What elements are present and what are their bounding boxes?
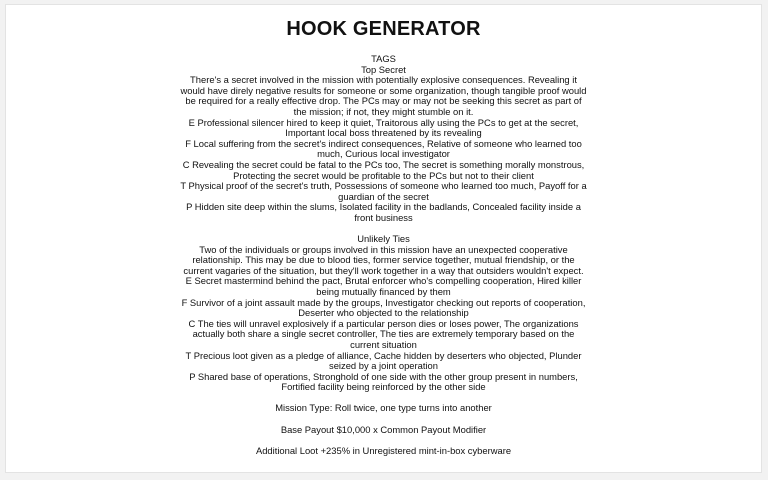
tag-enemies: E Professional silencer hired to keep it quiet, Traitorous ally using the PCs to get at the secret, Important local boss threatened by its revealing [188, 116, 579, 139]
tag-complications: C The ties will unravel explosively if a particular person dies or loses power, The organizations actually both share a single secret controller, The ties are extremely temporary based on the current situation [188, 317, 579, 350]
mission-type: Mission Type: Roll twice, one type turns into another [275, 402, 492, 414]
tag-things: T Precious loot given as a pledge of alliance, Cache hidden by deserters who objected, Plunder seized by a joint operation [185, 349, 582, 372]
hook-content [179, 54, 589, 456]
tag-description: Two of the individuals or groups involved in this mission have an unexpected cooperative relationship. This may be due to blood ties, former service together, mutual friendship, or the current vagaries of the situation, but they'll work together in a way that outsiders wouldn't expect. [183, 243, 584, 276]
additional-loot: Additional Loot +235% in Unregistered mint-in-box cyberware [255, 444, 512, 456]
hook-generator-page [5, 4, 762, 473]
page-title: HOOK GENERATOR [286, 18, 481, 40]
tag-places: P Shared base of operations, Stronghold of one side with the other group present in numbers, Fortified facility being reinforced by the other side [189, 370, 578, 393]
tag-description: There's a secret involved in the mission with potentially explosive consequences. Revealing it would have direly negative results for someone or some organization, though tangible proof would be required for a really effective drop. The PCs may or may not be seeking this secret as part of the mission; if not, they might stumble on it. [180, 74, 587, 117]
tags-heading: TAGS [371, 53, 396, 64]
tag-enemies: E Secret mastermind behind the pact, Brutal enforcer who's compelling cooperation, Hired killer being mutually financed by them [185, 275, 582, 297]
tag-complications: C Revealing the secret could be fatal to the PCs too, The secret is something morally monstrous, Protecting the secret would be profitable to the PCs but not to their client [182, 158, 585, 181]
base-payout: Base Payout $10,000 x Common Payout Modifier [280, 423, 487, 435]
tag-name: Unlikely Ties [357, 233, 410, 244]
tag-things: T Physical proof of the secret's truth, Possessions of someone who learned too much, Payoff for a guardian of the secret [180, 180, 587, 202]
tag-name: Top Secret [361, 63, 406, 75]
tag-friends: F Local suffering from the secret's indirect consequences, Relative of someone who learned too much, Curious local investigator [185, 137, 582, 160]
tag-section-top-secret [179, 54, 589, 224]
tag-friends: F Survivor of a joint assault made by the groups, Investigator checking out reports of cooperation, Deserter who objected to the relationship [181, 296, 586, 319]
tag-section-unlikely-ties [179, 234, 589, 393]
tag-places: P Hidden site deep within the slums, Isolated facility in the badlands, Concealed facility inside a front business [186, 201, 581, 223]
